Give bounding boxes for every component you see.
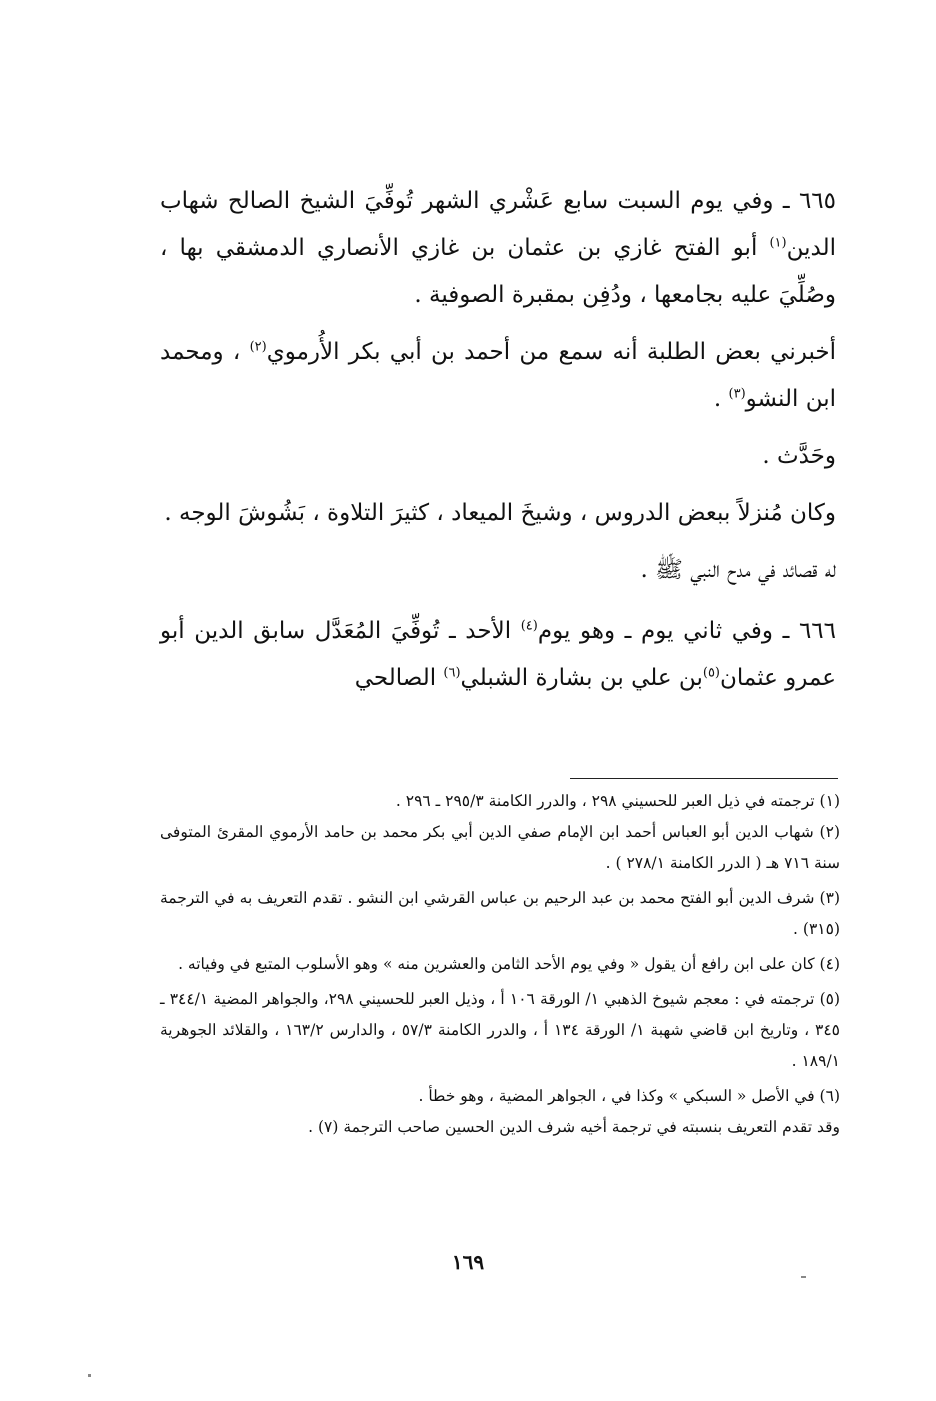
entry-665: ٦٦٥ ـ وفي يوم السبت سابع عَشْري الشهر تُوفِّيَ الشيخ الصالح شهاب الدين$^{(١)}$ أبو الفتح غازي بن عثمان بن غازي الأنصاري الدمشقي بها ، وصُلِّيَ عليه بجامعها ، ودُفِن بمقبرة الصوفية . (160, 188, 836, 308)
footnote-6-continued: وقد تقدم التعريف بنسبته في ترجمة أخيه شرف الدين الحسين صاحب الترجمة (٧) . (308, 1118, 840, 1136)
paragraph-poems: له قصائد في مدح النبي ﷺ . (640, 557, 836, 583)
footnote-ref-2: (٢) (249, 339, 267, 355)
paragraph-teachers: أخبرني بعض الطلبة أنه سمع من أحمد بن أبي بكر الأُرموي$^{(٢)}$ ، ومحمد ابن النشو$^{(٣)}$ . (160, 339, 836, 412)
main-text (160, 178, 836, 702)
footnote-3: (٣) شرف الدين أبو الفتح محمد بن عبد الرحيم بن عباس القرشي ابن النشو . تقدم التعريف به في الترجمة (٣١٥) . (160, 889, 840, 938)
footnote-4: (٤) كان على ابن رافع أن يقول « وفي يوم الأحد الثامن والعشرين منه » وهو الأسلوب المتبع في وفياته . (178, 955, 840, 973)
footnote-5: (٥) ترجمته في : معجم شيوخ الذهبي ١/ الورقة ١٠٦ أ ، وذيل العبر للحسيني ٢٩٨، والجواهر المضية ٣٤٤/١ ـ ٣٤٥ ، وتاريخ ابن قاضي شهبة ١/ الورقة ١٣٤ أ ، والدرر الكامنة ٥٧/٣ ، والدارس ١٦٣/٢ ، والقلائد الجوهرية ١٨٩/١ . (160, 990, 841, 1070)
footnote-ref-4: (٤) (520, 618, 538, 634)
scan-speck (801, 1276, 806, 1278)
footnote-ref-1: (١) (769, 235, 787, 251)
footnote-2: (٢) شهاب الدين أبو العباس أحمد ابن الإمام صفي الدين أبي بكر محمد بن حامد الأرموي المقرئ المتوفى سنة ٧١٦ هـ ( الدرر الكامنة ٢٧٨/١ ) . (160, 823, 840, 872)
footnote-6: (٦) في الأصل « السبكي » وكذا في ، الجواهر المضية ، وهو خطأ . (418, 1087, 840, 1105)
footnote-divider (570, 778, 838, 779)
footnotes (160, 786, 840, 1143)
paragraph-description: وكان مُنزلاً ببعض الدروس ، وشيخَ الميعاد ، كثيرَ التلاوة ، بَشُوشَ الوجه . (164, 500, 836, 526)
footnote-ref-6: (٦) (443, 665, 461, 681)
scan-speck (88, 1374, 91, 1377)
footnote-1: (١) ترجمته في ذيل العبر للحسيني ٢٩٨ ، والدرر الكامنة ٢٩٥/٣ ـ ٢٩٦ . (395, 792, 840, 810)
footnote-ref-5: (٥) (702, 665, 720, 681)
footnote-ref-3: (٣) (728, 386, 746, 402)
page-number: ١٦٩ (451, 1250, 485, 1274)
entry-666: ٦٦٦ ـ وفي ثاني يوم ـ وهو يوم$^{(٤)}$ الأحد ـ تُوفِّيَ المُعَدَّل سابق الدين أبو عمرو عثمان$^{(٥)}$بن علي بن بشارة الشبلي$^{(٦)}$ الصالحي (160, 618, 836, 691)
paragraph-narrated: وحَدَّث . (762, 443, 836, 469)
